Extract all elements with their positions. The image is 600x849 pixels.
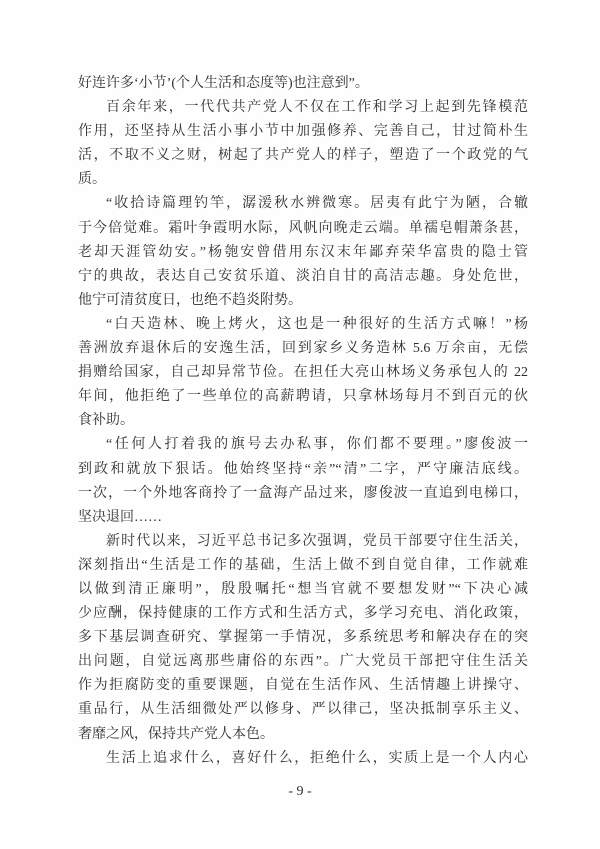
text-line: 奢靡之风，保持共产党人本色。 xyxy=(78,726,274,742)
text-line: 他宁可清贫度日，也绝不趋炎附势。 xyxy=(78,292,302,308)
text-line: 新时代以来，习近平总书记多次强调，党员干部要守住生活关， xyxy=(106,533,528,549)
text-line: 重品行，从生活细微处严以修身、严以律己，坚决抵制享乐主义、 xyxy=(78,702,528,718)
text-line: “任何人打着我的旗号去办私事，你们都不要理。”廖俊波一 xyxy=(106,437,528,453)
text-line: 活，不取不义之财，树起了共产党人的样子，塑造了一个政党的气 xyxy=(78,148,528,164)
text-line: 质。 xyxy=(78,172,106,188)
text-line: 捐赠给国家，自己却异常节俭。在担任大亮山林场义务承包人的 22 xyxy=(78,365,528,381)
text-line: 好连许多‘小节’(个人生活和态度等)也注意到”。 xyxy=(78,76,369,91)
text-line: 出问题，自觉远离那些庸俗的东西”。广大党员干部把守住生活关 xyxy=(78,654,528,670)
text-line: 少应酬，保持健康的工作方式和生活方式，多学习充电、消化政策， xyxy=(78,606,528,622)
text-line: 到政和就放下狠话。他始终坚持“亲”“清”二字，严守廉洁底线。 xyxy=(78,461,528,477)
document-body xyxy=(78,72,528,771)
text-line: 善洲放弃退休后的安逸生活，回到家乡义务造林 5.6 万余亩，无偿 xyxy=(78,341,528,357)
text-line: 老却天涯管幼安。”杨匏安曾借用东汉末年鄙弃荣华富贵的隐士管 xyxy=(78,244,528,260)
text-line: “收拾诗篇理钓竿，潺湲秋水辨微寒。居夷有此宁为陋，合辙 xyxy=(106,196,528,212)
page-number: - 9 - xyxy=(288,784,312,799)
text-line: 百余年来，一代代共产党人不仅在工作和学习上起到先锋模范 xyxy=(106,100,528,116)
text-line: 多下基层调查研究、掌握第一手情况，多系统思考和解决存在的突 xyxy=(78,630,528,646)
text-line: 食补助。 xyxy=(78,413,134,429)
text-line: 一次，一个外地客商拎了一盒海产品过来，廖俊波一直追到电梯口， xyxy=(78,485,528,501)
text-line: 作为拒腐防变的重要课题，自觉在生活作风、生活情趣上讲操守、 xyxy=(78,678,528,694)
text-line: 以做到清正廉明”，殷殷嘱托“想当官就不要想发财”“下决心减 xyxy=(78,581,528,597)
text-line: 生活上追求什么，喜好什么，拒绝什么，实质上是一个人内心 xyxy=(106,750,528,766)
text-line: 坚决退回…… xyxy=(78,509,162,525)
text-line: 宁的典故，表达自己安贫乐道、淡泊自甘的高洁志趣。身处危世， xyxy=(78,268,528,284)
text-line: “白天造林、晚上烤火，这也是一种很好的生活方式嘛！”杨 xyxy=(106,316,528,332)
text-line: 年间，他拒绝了一些单位的高薪聘请，只拿林场每月不到百元的伙 xyxy=(78,389,528,405)
text-line: 作用，还坚持从生活小事小节中加强修养、完善自己，甘过简朴生 xyxy=(78,124,528,140)
text-line: 深刻指出“生活是工作的基础，生活上做不到自觉自律，工作就难 xyxy=(78,557,528,573)
text-line: 于今倍觉难。霜叶争霞明水际，风帆向晚走云端。单襦皂帽萧条甚， xyxy=(78,220,528,236)
